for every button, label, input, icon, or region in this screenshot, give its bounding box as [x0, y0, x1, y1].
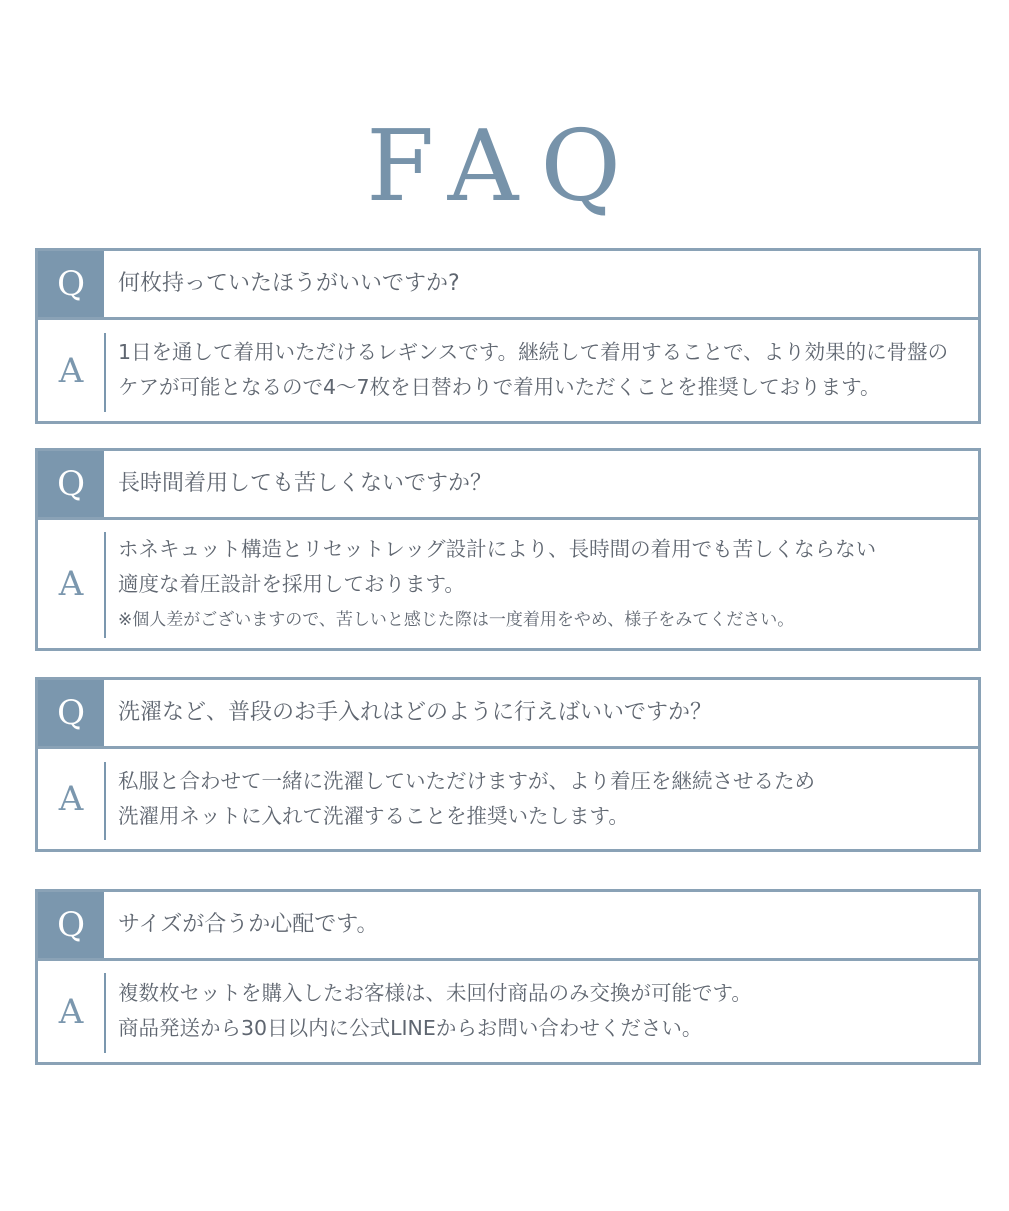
answer-line: ホネキュット構造とリセットレッグ設計により、長時間の着用でも苦しくならない	[118, 537, 877, 561]
page-title: FAQ	[366, 110, 643, 224]
answer-row	[38, 520, 978, 648]
question-marker: Q	[38, 251, 104, 317]
answer-text	[118, 764, 974, 834]
answer-marker: A	[58, 564, 84, 604]
answer-row	[38, 961, 978, 1062]
answer-line: 洗濯用ネットに入れて洗濯することを推奨いたします。	[118, 804, 629, 828]
question-row	[38, 451, 978, 520]
question-row	[38, 251, 978, 320]
answer-line: 私服と合わせて一緒に洗濯していただけますが、より着圧を継続させるため	[118, 769, 815, 793]
question-text: 洗濯など、普段のお手入れはどのように行えばいいですか？	[118, 700, 713, 725]
answer-line: 適度な着圧設計を採用しております。	[118, 572, 465, 596]
answer-divider	[104, 333, 106, 412]
answer-divider	[104, 762, 106, 840]
answer-marker: A	[58, 350, 84, 391]
answer-note: ※個人差がございますので、苦しいと感じた際は一度着用をやめ、様子をみてください。	[118, 610, 795, 630]
answer-marker: A	[58, 991, 84, 1032]
answer-text	[118, 335, 974, 405]
faq-item	[35, 248, 981, 424]
answer-marker: A	[58, 779, 84, 819]
answer-row	[38, 749, 978, 849]
question-row	[38, 680, 978, 749]
question-row	[38, 892, 978, 961]
answer-text	[118, 976, 974, 1046]
question-text: 長時間着用しても苦しくないですか？	[118, 471, 493, 496]
question-marker: Q	[38, 680, 104, 746]
faq-item	[35, 889, 981, 1065]
answer-line: 1日を通して着用いただけるレギンスです。継続して着用することで、より効果的に骨盤の	[118, 340, 949, 364]
answer-line: 商品発送から30日以内に公式LINEからお問い合わせください。	[118, 1016, 703, 1040]
faq-item	[35, 448, 981, 651]
question-marker: Q	[38, 892, 104, 958]
answer-text	[118, 532, 974, 638]
faq-item	[35, 677, 981, 852]
question-marker: Q	[38, 451, 104, 517]
answer-divider	[104, 532, 106, 638]
answer-divider	[104, 973, 106, 1053]
question-text: 何枚持っていたほうがいいですか?	[118, 271, 460, 296]
answer-row	[38, 320, 978, 421]
answer-line: 複数枚セットを購入したお客様は、未回付商品のみ交換が可能です。	[118, 981, 752, 1005]
question-text: サイズが合うか心配です。	[118, 912, 379, 937]
answer-line: ケアが可能となるので4〜7枚を日替わりで着用いただくことを推奨しております。	[118, 375, 881, 399]
